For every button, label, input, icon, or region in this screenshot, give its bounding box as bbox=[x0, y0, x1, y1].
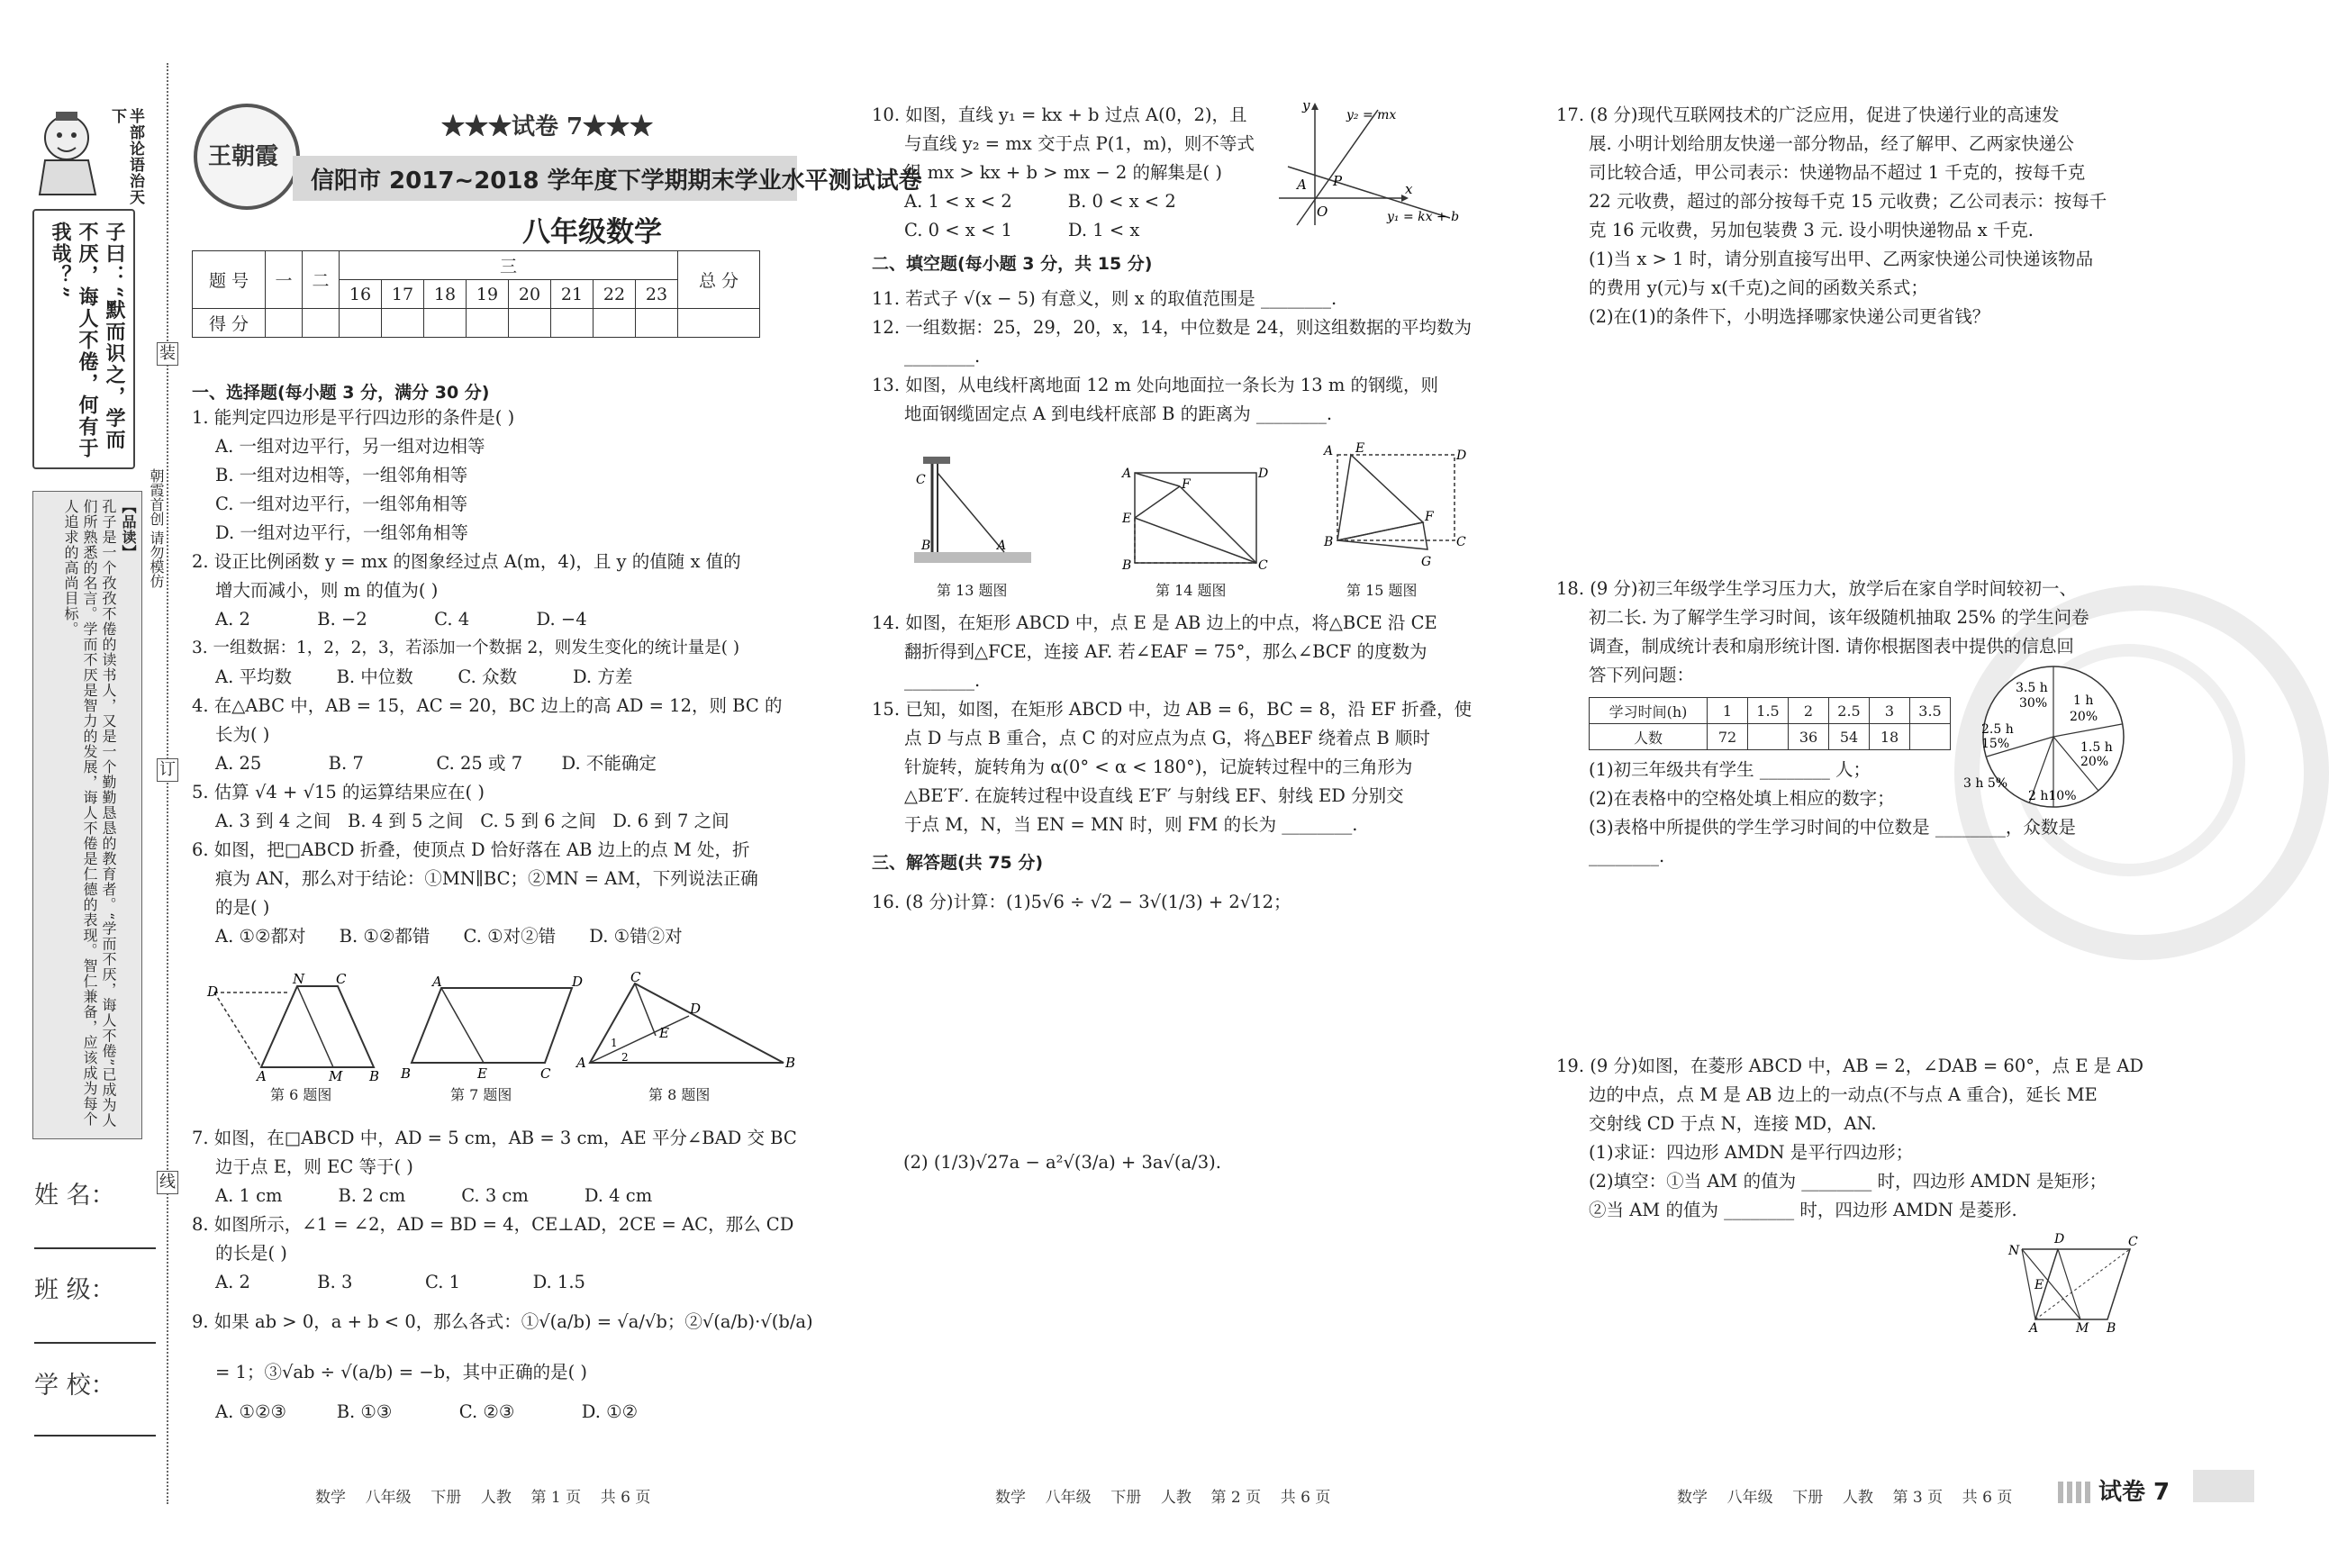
quote-box bbox=[32, 209, 135, 469]
q17-part1: (1)当 x > 1 时，请分别直接写出甲、乙两家快递公司快递该物品 bbox=[1589, 249, 2094, 269]
q16-part2: (2) (1/3)√27a − a²√(3/a) + 3a√(a/3). bbox=[903, 1152, 1221, 1173]
fig10-origin: O bbox=[1317, 204, 1328, 220]
svg-text:D: D bbox=[1456, 449, 1467, 463]
binding-dotted-line bbox=[167, 63, 168, 1504]
figure-14 bbox=[1117, 459, 1270, 572]
score-cell[interactable] bbox=[509, 309, 551, 338]
pie-pct-35h: 30% bbox=[2019, 696, 2048, 711]
svg-text:C: C bbox=[916, 473, 926, 487]
figure-8 bbox=[576, 969, 797, 1085]
sub-23: 23 bbox=[636, 280, 678, 309]
sub-19: 19 bbox=[467, 280, 509, 309]
caption-fig8: 第 8 题图 bbox=[648, 1086, 711, 1103]
svg-text:A: A bbox=[1324, 444, 1334, 458]
svg-text:D: D bbox=[2054, 1232, 2065, 1246]
section-choice: 一、选择题(每小题 3 分，满分 30 分) bbox=[192, 383, 490, 403]
q6-cont1: 痕为 AN，那么对于结论：①MN∥BC；②MN = AM，下列说法正确 bbox=[215, 868, 758, 889]
fig10-point-a: A bbox=[1297, 177, 1307, 193]
svg-text:A: A bbox=[576, 1055, 586, 1071]
q12: 12. 一组数据：25，29，20，x，14，中位数是 24，则这组数据的平均数为 bbox=[872, 317, 1472, 338]
td-count-1: 72 bbox=[1708, 724, 1748, 750]
q17-cont4: 克 16 元收费，另加包装费 3 元. 设小明快递物品 x 千克. bbox=[1589, 220, 2034, 240]
q18-cont3: 答下列问题： bbox=[1589, 665, 1695, 685]
td-count-15[interactable] bbox=[1748, 724, 1789, 750]
q19: 19. (9 分)如图，在菱形 ABCD 中，AB = 2，∠DAB = 60°，点 E 是 AD bbox=[1556, 1056, 2144, 1076]
th-25: 2.5 bbox=[1829, 698, 1870, 724]
binding-strip bbox=[0, 0, 171, 1568]
svg-text:C: C bbox=[630, 969, 641, 985]
svg-text:C: C bbox=[540, 1065, 551, 1082]
pie-label-3h: 3 h 5% bbox=[1963, 776, 2008, 791]
page-badge-dots bbox=[2058, 1482, 2094, 1503]
svg-text:A: A bbox=[257, 1068, 267, 1084]
q10-options-cd: C. 0 < x < 1 D. 1 < x bbox=[904, 220, 1140, 240]
svg-text:C: C bbox=[1456, 535, 1466, 549]
q14-cont1: 翻折得到△FCE，连接 AF. 若∠EAF = 75°，那么∠BCF 的度数为 bbox=[904, 641, 1427, 662]
th-time: 学习时间(h) bbox=[1590, 698, 1708, 724]
th-2: 2 bbox=[1789, 698, 1829, 724]
q17-cont2: 司比较合适，甲公司表示：快递物品不超过 1 千克的，按每千克 bbox=[1589, 162, 2086, 183]
binding-word-1: 装 bbox=[157, 342, 178, 366]
pie-label-35h: 3.5 h bbox=[2016, 681, 2048, 695]
q6-options: A. ①②都对 B. ①②都错 C. ①对②错 D. ①错②对 bbox=[215, 926, 683, 947]
q2: 2. 设正比例函数 y = mx 的图象经过点 A(m，4)，且 y 的值随 x 值的 bbox=[192, 551, 741, 572]
pie-label-2h: 2 h10% bbox=[2028, 789, 2077, 803]
svg-text:D: D bbox=[690, 1001, 702, 1017]
column-3-q17 bbox=[1556, 101, 2107, 331]
figure-13 bbox=[905, 446, 1040, 567]
score-cell[interactable] bbox=[382, 309, 424, 338]
binding-word-2: 订 bbox=[157, 758, 178, 782]
svg-text:F: F bbox=[1425, 510, 1434, 524]
svg-text:M: M bbox=[2076, 1321, 2089, 1336]
q3: 3. 一组数据：1，2，2，3，若添加一个数据 2，则发生变化的统计量是( ) bbox=[192, 639, 740, 657]
q8: 8. 如图所示，∠1 = ∠2，AD = BD = 4，CE⊥AD，2CE = AC，那么 CD bbox=[192, 1214, 794, 1235]
svg-text:D: D bbox=[1258, 467, 1269, 481]
td-count-2: 36 bbox=[1789, 724, 1829, 750]
section-fill: 二、填空题(每小题 3 分，共 15 分) bbox=[872, 254, 1153, 274]
column-3-q18-parts bbox=[1589, 756, 2076, 871]
fig10-y-axis: y bbox=[1302, 97, 1310, 113]
q10: 10. 如图，直线 y₁ = kx + b 过点 A(0，2)，且 bbox=[872, 104, 1247, 125]
binding-word-3: 线 bbox=[157, 1171, 178, 1194]
svg-text:1: 1 bbox=[611, 1037, 618, 1049]
svg-text:B: B bbox=[921, 539, 931, 553]
svg-text:M: M bbox=[329, 1068, 343, 1084]
comment-title: 【品读】 bbox=[120, 499, 137, 560]
score-cell[interactable] bbox=[678, 309, 760, 338]
q4-options: A. 25 B. 7 C. 25 或 7 D. 不能确定 bbox=[215, 753, 657, 774]
svg-text:F: F bbox=[1182, 477, 1191, 492]
q10-cont1: 与直线 y₂ = mx 交于点 P(1，m)，则不等式 bbox=[904, 133, 1255, 154]
svg-text:A: A bbox=[1122, 467, 1132, 481]
q5: 5. 估算 √4 + √15 的运算结果应在( ) bbox=[192, 782, 485, 802]
column-2-fill bbox=[872, 285, 1472, 429]
sub-22: 22 bbox=[594, 280, 636, 309]
col-three: 三 bbox=[340, 251, 678, 280]
th-3: 3 bbox=[1870, 698, 1910, 724]
q17-part2: (2)在(1)的条件下，小明选择哪家快递公司更省钱？ bbox=[1589, 306, 1990, 327]
pie-label-1h: 1 h bbox=[2073, 693, 2094, 708]
name-line bbox=[34, 1247, 156, 1249]
score-cell[interactable] bbox=[467, 309, 509, 338]
svg-text:E: E bbox=[1355, 441, 1365, 456]
footer-page2: 数学 八年级 下册 人教 第 2 页 共 6 页 bbox=[995, 1489, 1331, 1507]
sub-16: 16 bbox=[340, 280, 382, 309]
td-count-25: 54 bbox=[1829, 724, 1870, 750]
caption-fig6: 第 6 题图 bbox=[270, 1086, 332, 1103]
q10-cont2: 组 mx > kx + b > mx − 2 的解集是( ) bbox=[904, 162, 1222, 183]
th-1: 1 bbox=[1708, 698, 1748, 724]
sub-21: 21 bbox=[551, 280, 594, 309]
score-table bbox=[192, 250, 760, 338]
school-line bbox=[34, 1435, 156, 1437]
q18-part1: (1)初三年级共有学生 ________ 人； bbox=[1589, 759, 1871, 780]
q17: 17. (8 分)现代互联网技术的广泛应用，促进了快递行业的高速发 bbox=[1556, 104, 2060, 125]
q1: 1. 能判定四边形是平行四边形的条件是( ) bbox=[192, 407, 515, 428]
svg-text:B: B bbox=[1122, 558, 1132, 573]
figure-10 bbox=[1270, 99, 1477, 234]
sub-20: 20 bbox=[509, 280, 551, 309]
q17-part1-cont: 的费用 y(元)与 x(千克)之间的函数关系式； bbox=[1589, 277, 1928, 298]
section-answer: 三、解答题(共 75 分) bbox=[872, 853, 1044, 873]
svg-text:E: E bbox=[659, 1025, 669, 1041]
confucius-cartoon bbox=[32, 106, 104, 196]
th-35: 3.5 bbox=[1910, 698, 1951, 724]
q18-cont1: 初二长. 为了解学生学习时间，该年级随机抽取 25% 的学生问卷 bbox=[1589, 607, 2089, 628]
total-label: 总 分 bbox=[678, 251, 760, 309]
q17-cont1: 展. 小明计划给朋友快递一部分物品，经了解甲、乙两家快递公 bbox=[1589, 133, 2074, 154]
pie-label-15h: 1.5 h bbox=[2080, 740, 2113, 755]
school-label: 学 校： bbox=[34, 1372, 115, 1400]
pie-pct-25h: 15% bbox=[1981, 737, 2010, 751]
caption-fig13: 第 13 题图 bbox=[937, 582, 1008, 599]
study-time-table bbox=[1589, 697, 1951, 750]
column-2-q10 bbox=[872, 101, 1255, 245]
q18-part3: (3)表格中所提供的学生学习时间的中位数是 ________，众数是 bbox=[1589, 817, 2076, 838]
q15: 15. 已知，如图，在矩形 ABCD 中，边 AB = 6，BC = 8，沿 EF 折叠，使 bbox=[872, 699, 1473, 720]
score-cell[interactable] bbox=[266, 309, 303, 338]
quote-text: 子曰：“默而识之，学而不厌，诲人不倦，何有于我哉？” bbox=[49, 222, 126, 459]
q-label: 题 号 bbox=[193, 251, 266, 309]
q8-cont: 的长是( ) bbox=[215, 1243, 287, 1264]
svg-text:C: C bbox=[2128, 1235, 2138, 1249]
figure-7 bbox=[401, 974, 584, 1082]
q13-cont: 地面钢缆固定点 A 到电线杆底部 B 的距离为 ________. bbox=[904, 403, 1333, 424]
svg-text:B: B bbox=[369, 1068, 380, 1084]
q18-cont2: 调查，制成统计表和扇形统计图. 请你根据图表中提供的信息回 bbox=[1589, 636, 2074, 657]
q7-cont: 边于点 E，则 EC 等于( ) bbox=[215, 1156, 413, 1177]
q4: 4. 在△ABC 中，AB = 15，AC = 20，BC 边上的高 AD = 12，则 BC 的 bbox=[192, 695, 783, 716]
motto-badge: 半部论语治天下 bbox=[108, 108, 144, 205]
q19-cont1: 边的中点，点 M 是 AB 边上的一动点(不与点 A 重合)，延长 ME bbox=[1589, 1084, 2098, 1105]
brand-logo-text: 王朝霞 bbox=[207, 143, 278, 170]
q6-cont2: 的是( ) bbox=[215, 897, 270, 918]
caption-fig7: 第 7 题图 bbox=[450, 1086, 512, 1103]
svg-text:2: 2 bbox=[621, 1051, 629, 1064]
q15-cont1: 点 D 与点 B 重合，点 C 的对应点为点 G，将△BEF 绕着点 B 顺时 bbox=[904, 728, 1430, 748]
svg-text:E: E bbox=[2034, 1278, 2044, 1292]
page-badge-bar bbox=[2193, 1470, 2254, 1502]
svg-text:E: E bbox=[477, 1065, 487, 1082]
q14-cont2: ________. bbox=[904, 670, 981, 691]
pie-label-25h: 2.5 h bbox=[1981, 722, 2014, 737]
th-15: 1.5 bbox=[1748, 698, 1789, 724]
q18: 18. (9 分)初三年级学生学习压力大，放学后在家自学时间较初一、 bbox=[1556, 578, 2078, 599]
q18-part3-cont: ________. bbox=[1589, 846, 1665, 866]
q15-cont3: △BE′F′. 在旋转过程中设直线 E′F′ 与射线 EF、射线 ED 分别交 bbox=[904, 785, 1404, 806]
score-cell[interactable] bbox=[424, 309, 467, 338]
fig10-x-axis: x bbox=[1405, 181, 1413, 197]
score-label: 得 分 bbox=[193, 309, 266, 338]
binding-note: 朝霞首创 请勿模仿 bbox=[148, 468, 165, 589]
q5-options: A. 3 到 4 之间 B. 4 到 5 之间 C. 5 到 6 之间 D. 6 到 7 之间 bbox=[215, 811, 730, 831]
svg-text:E: E bbox=[1122, 512, 1132, 526]
pie-pct-15h: 20% bbox=[2080, 755, 2109, 769]
q1-b: B. 一组对边相等，一组邻角相等 bbox=[215, 465, 468, 485]
score-cell[interactable] bbox=[594, 309, 636, 338]
caption-fig15: 第 15 题图 bbox=[1346, 582, 1418, 599]
name-label: 姓 名： bbox=[34, 1182, 115, 1210]
svg-text:D: D bbox=[207, 983, 219, 1000]
figure-6 bbox=[207, 971, 387, 1084]
page-badge: 试卷 7 bbox=[2098, 1479, 2170, 1506]
svg-text:N: N bbox=[293, 971, 305, 987]
q19-cont2: 交射线 CD 于点 N，连接 MD，AN. bbox=[1589, 1113, 1877, 1134]
q19-part2: (2)填空：①当 AM 的值为 ________ 时，四边形 AMDN 是矩形； bbox=[1589, 1171, 2107, 1192]
q9: 9. 如果 ab > 0，a + b < 0，那么各式：①√(a/b) = √a/√b；②√(a/b)·√(b/a) bbox=[192, 1311, 813, 1332]
svg-text:B: B bbox=[1324, 535, 1334, 549]
q13: 13. 如图，从电线杆离地面 12 m 处向地面拉一条长为 13 m 的钢缆，则 bbox=[872, 375, 1439, 395]
figure-15 bbox=[1315, 441, 1468, 572]
score-cell[interactable] bbox=[340, 309, 382, 338]
footer-page1: 数学 八年级 下册 人教 第 1 页 共 6 页 bbox=[315, 1489, 651, 1507]
q7: 7. 如图，在□ABCD 中，AD = 5 cm，AB = 3 cm，AE 平分∠BAD 交 BC bbox=[192, 1128, 797, 1148]
score-cell[interactable] bbox=[636, 309, 678, 338]
q9-options: A. ①②③ B. ①③ C. ②③ D. ①② bbox=[215, 1401, 639, 1422]
svg-text:N: N bbox=[2008, 1244, 2020, 1258]
footer-page3: 数学 八年级 下册 人教 第 3 页 共 6 页 bbox=[1677, 1489, 2013, 1507]
q9-cont: = 1；③√ab ÷ √(a/b) = −b，其中正确的是( ) bbox=[215, 1362, 588, 1382]
score-cell[interactable] bbox=[551, 309, 594, 338]
q10-options-ab: A. 1 < x < 2 B. 0 < x < 2 bbox=[904, 191, 1176, 212]
svg-text:C: C bbox=[1258, 558, 1268, 573]
q14: 14. 如图，在矩形 ABCD 中，点 E 是 AB 边上的中点，将△BCE 沿 CE bbox=[872, 612, 1437, 633]
q8-options: A. 2 B. 3 C. 1 D. 1.5 bbox=[215, 1272, 585, 1292]
fig10-y2-label: y₂ = mx bbox=[1346, 108, 1397, 122]
q6: 6. 如图，把□ABCD 折叠，使顶点 D 恰好落在 AB 边上的点 M 处，折 bbox=[192, 839, 750, 860]
td-count-3: 18 bbox=[1870, 724, 1910, 750]
q16: 16. (8 分)计算：(1)5√6 ÷ √2 − 3√(1/3) + 2√12； bbox=[872, 892, 1291, 912]
q19-part2b: ②当 AM 的值为 ________ 时，四边形 AMDN 是菱形. bbox=[1589, 1200, 2017, 1220]
q19-part1: (1)求证：四边形 AMDN 是平行四边形； bbox=[1589, 1142, 1914, 1163]
column-3-q19 bbox=[1556, 1052, 2143, 1225]
q11: 11. 若式子 √(x − 5) 有意义，则 x 的取值范围是 ________. bbox=[872, 288, 1337, 309]
q7-options: A. 1 cm B. 2 cm C. 3 cm D. 4 cm bbox=[215, 1185, 653, 1206]
column-2-fill-b bbox=[872, 609, 1472, 839]
pie-pct-1h: 20% bbox=[2070, 710, 2098, 724]
col-two: 二 bbox=[303, 251, 340, 309]
q3-options: A. 平均数 B. 中位数 C. 众数 D. 方差 bbox=[215, 666, 633, 687]
figure-19 bbox=[2004, 1229, 2138, 1336]
svg-text:B: B bbox=[2107, 1321, 2116, 1336]
subject-title: 八年级数学 bbox=[522, 216, 662, 249]
class-label: 班 级： bbox=[34, 1276, 115, 1304]
svg-text:A: A bbox=[432, 974, 442, 990]
q17-cont3: 22 元收费，超过的部分按每千克 15 元收费；乙公司表示：按每千 bbox=[1589, 191, 2107, 212]
sub-18: 18 bbox=[424, 280, 467, 309]
td-count-35[interactable] bbox=[1910, 724, 1951, 750]
fig10-y1-label: y₁ = kx + b bbox=[1387, 210, 1460, 224]
svg-text:G: G bbox=[1421, 555, 1432, 569]
q2-cont: 增大而减小，则 m 的值为( ) bbox=[215, 580, 439, 601]
comment-box bbox=[32, 491, 142, 1139]
td-count-label: 人数 bbox=[1590, 724, 1708, 750]
score-cell[interactable] bbox=[303, 309, 340, 338]
exam-number: ★★★试卷 7★★★ bbox=[441, 113, 654, 140]
svg-text:D: D bbox=[572, 974, 584, 990]
q12-cont: ________. bbox=[904, 346, 981, 367]
svg-text:B: B bbox=[401, 1065, 412, 1082]
comment-text: 孔子是一个孜孜不倦的读书人，又是一个勤勤恳恳的教育者。“学而不厌，诲人不倦”已成为人们所熟悉的名言。学而不厌是智力的发展，诲人不倦是仁德的表现。智仁兼备，应该成为每个人追求的高尚目标。 bbox=[62, 499, 117, 1128]
q1-c: C. 一组对边平行，一组邻角相等 bbox=[215, 494, 468, 514]
q15-cont4: 于点 M，N，当 EN = MN 时，则 FM 的长为 ________. bbox=[904, 814, 1358, 835]
svg-text:B: B bbox=[785, 1055, 796, 1071]
caption-fig14: 第 14 题图 bbox=[1155, 582, 1227, 599]
col-one: 一 bbox=[266, 251, 303, 309]
class-line bbox=[34, 1342, 156, 1344]
column-1-questions-b bbox=[192, 1124, 813, 1427]
q18-part2: (2)在表格中的空格处填上相应的数字； bbox=[1589, 788, 1895, 809]
svg-text:C: C bbox=[336, 971, 347, 987]
column-1-questions bbox=[192, 403, 783, 951]
fig10-point-p: P bbox=[1333, 173, 1343, 189]
exam-title: 信阳市 2017~2018 学年度下学期期末学业水平测试试卷 bbox=[311, 168, 922, 195]
sub-17: 17 bbox=[382, 280, 424, 309]
q15-cont2: 针旋转，旋转角为 α(0° < α < 180°)，记旋转过程中的三角形为 bbox=[904, 757, 1413, 777]
svg-text:A: A bbox=[997, 539, 1007, 553]
q1-a: A. 一组对边平行，另一组对边相等 bbox=[215, 436, 485, 457]
svg-text:A: A bbox=[2029, 1321, 2039, 1336]
q1-d: D. 一组对边平行，一组邻角相等 bbox=[215, 522, 468, 543]
q2-options: A. 2 B. −2 C. 4 D. −4 bbox=[215, 609, 587, 630]
q4-cont: 长为( ) bbox=[215, 724, 270, 745]
